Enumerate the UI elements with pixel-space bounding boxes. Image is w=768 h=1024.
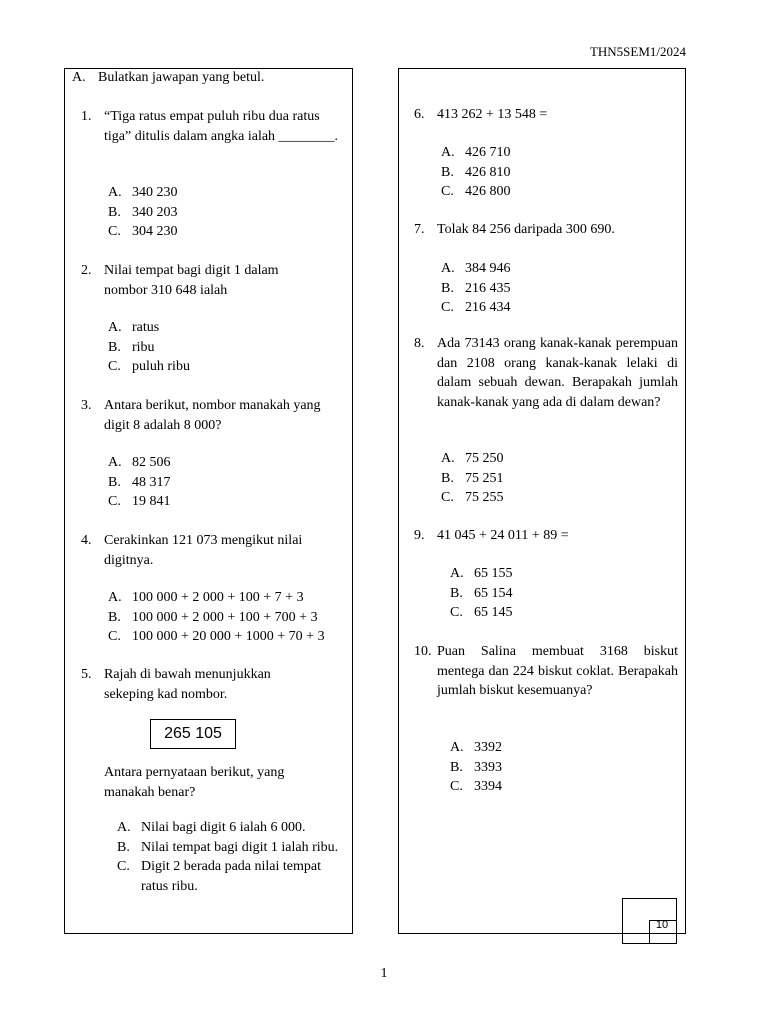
option-c[interactable]: C. puluh ribu	[108, 359, 190, 374]
question-number: 4.	[81, 533, 92, 548]
question-text: Cerakinkan 121 073 mengikut nilai digitnya.	[104, 533, 303, 568]
option-a[interactable]: A. 82 506	[108, 455, 171, 470]
question-number: 2.	[81, 263, 92, 278]
option-a[interactable]: A. 3392	[450, 740, 502, 755]
number-card: 265 105	[150, 719, 236, 749]
option-b[interactable]: B. 340 203	[108, 204, 178, 220]
question-number: 5.	[81, 667, 92, 682]
option-b[interactable]: B. 48 317	[108, 474, 171, 490]
options-q4	[108, 588, 348, 647]
option-c[interactable]: C. 75 255	[441, 490, 504, 505]
option-a[interactable]: A. 75 250	[441, 451, 504, 466]
option-b[interactable]: B. 216 435	[441, 280, 511, 296]
option-c[interactable]: C. 304 230	[108, 224, 178, 239]
options-q5	[117, 818, 347, 896]
option-a[interactable]: A. 100 000 + 2 000 + 100 + 7 + 3	[108, 590, 304, 605]
option-a[interactable]: A. 384 946	[441, 261, 511, 276]
section-label: A.	[72, 70, 86, 85]
option-c[interactable]: C. 19 841	[108, 494, 171, 509]
question-number: 6.	[414, 107, 425, 122]
option-b[interactable]: B. 426 810	[441, 164, 511, 180]
options-q3	[108, 453, 338, 512]
options-q6	[441, 143, 671, 202]
option-a[interactable]: A. ratus	[108, 320, 160, 335]
question-text: Antara berikut, nombor manakah yang digit 8 adalah 8 000?	[104, 398, 321, 433]
options-q9	[450, 564, 670, 623]
question-text: 41 045 + 24 011 + 89 =	[437, 528, 569, 543]
question-text: “Tiga ratus empat puluh ribu dua ratus tiga” ditulis dalam angka ialah ________.	[104, 109, 339, 144]
option-a[interactable]: A. 426 710	[441, 145, 511, 160]
question-5-prompt: Antara pernyataan berikut, yang manakah benar?	[104, 765, 285, 800]
question-number: 3.	[81, 398, 92, 413]
options-q7	[441, 259, 671, 318]
option-a[interactable]: A. 340 230	[108, 185, 178, 200]
options-q1	[108, 183, 338, 242]
option-c[interactable]: C. 100 000 + 20 000 + 1000 + 70 + 3	[108, 629, 325, 644]
option-b[interactable]: B. ribu	[108, 339, 155, 355]
question-number: 9.	[414, 528, 425, 543]
options-q10	[450, 738, 670, 797]
option-b[interactable]: B. Nilai tempat bagi digit 1 ialah ribu.	[117, 839, 339, 855]
option-a[interactable]: A. 65 155	[450, 566, 513, 581]
option-c[interactable]: C. 426 800	[441, 184, 511, 199]
question-text: 413 262 + 13 548 =	[437, 107, 548, 122]
option-c[interactable]: C. 65 145	[450, 605, 513, 620]
option-b[interactable]: B. 100 000 + 2 000 + 100 + 700 + 3	[108, 609, 318, 625]
option-a[interactable]: A. Nilai bagi digit 6 ialah 6 000.	[117, 820, 306, 835]
question-number: 7.	[414, 222, 425, 237]
options-q8	[441, 449, 671, 508]
question-text: Tolak 84 256 daripada 300 690.	[437, 222, 615, 237]
document-code: THN5SEM1/2024	[589, 44, 686, 59]
option-b[interactable]: B. 3393	[450, 759, 502, 775]
section-instruction: Bulatkan jawapan yang betul.	[98, 70, 265, 85]
options-q2	[108, 318, 338, 377]
question-number: 8.	[414, 336, 425, 351]
question-text: Rajah di bawah menunjukkan sekeping kad nombor.	[104, 667, 271, 702]
question-text: Ada 73143 orang kanak-kanak perempuan dan 2108 orang kanak-kanak lelaki di dalam sebuah dewan. Berapakah jumlah kanak-kanak yang ada di dalam dewan?	[437, 336, 678, 410]
option-c[interactable]: C. 216 434	[441, 300, 511, 315]
question-text: Puan Salina membuat 3168 biskut mentega dan 224 biskut coklat. Berapakah jumlah biskut kesemuanya?	[437, 644, 678, 698]
page-number: 1	[380, 966, 388, 981]
question-number: 10.	[414, 644, 432, 659]
option-c[interactable]: C. 3394	[450, 779, 502, 794]
score-value: 10	[655, 919, 669, 931]
option-b[interactable]: B. 75 251	[441, 470, 504, 486]
option-b[interactable]: B. 65 154	[450, 585, 513, 601]
option-c[interactable]: C. Digit 2 berada pada nilai tempat ratus ribu.	[117, 859, 321, 894]
question-number: 1.	[81, 109, 92, 124]
question-text: Nilai tempat bagi digit 1 dalam nombor 310 648 ialah	[104, 263, 279, 298]
